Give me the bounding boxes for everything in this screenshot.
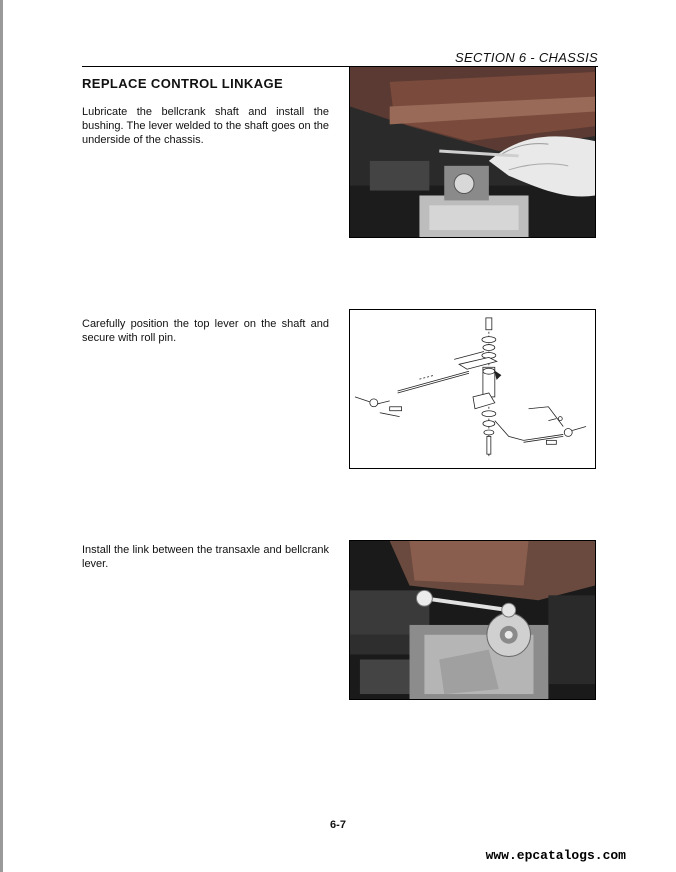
exploded-linkage-drawing	[350, 310, 595, 468]
transaxle-photo-image	[350, 541, 595, 699]
page-left-edge	[0, 0, 3, 872]
section-title: REPLACE CONTROL LINKAGE	[82, 76, 284, 91]
section-header: SECTION 6 - CHASSIS	[455, 50, 598, 65]
page-number: 6-7	[330, 819, 346, 831]
step-3-text: Install the link between the transaxle and bellcrank lever.	[82, 544, 329, 570]
figure-bellcrank-bushing-photo	[349, 66, 596, 238]
step-1-text: Lubricate the bellcrank shaft and install the bushing. The lever welded to the shaft goes on the underside of the chassis.	[82, 106, 329, 146]
figure-transaxle-link-photo	[349, 540, 596, 700]
watermark-url[interactable]: www.epcatalogs.com	[485, 848, 626, 863]
step-2-text: Carefully position the top lever on the shaft and secure with roll pin.	[82, 318, 329, 344]
figure-exploded-linkage-diagram	[349, 309, 596, 469]
bellcrank-photo-image	[350, 67, 595, 237]
